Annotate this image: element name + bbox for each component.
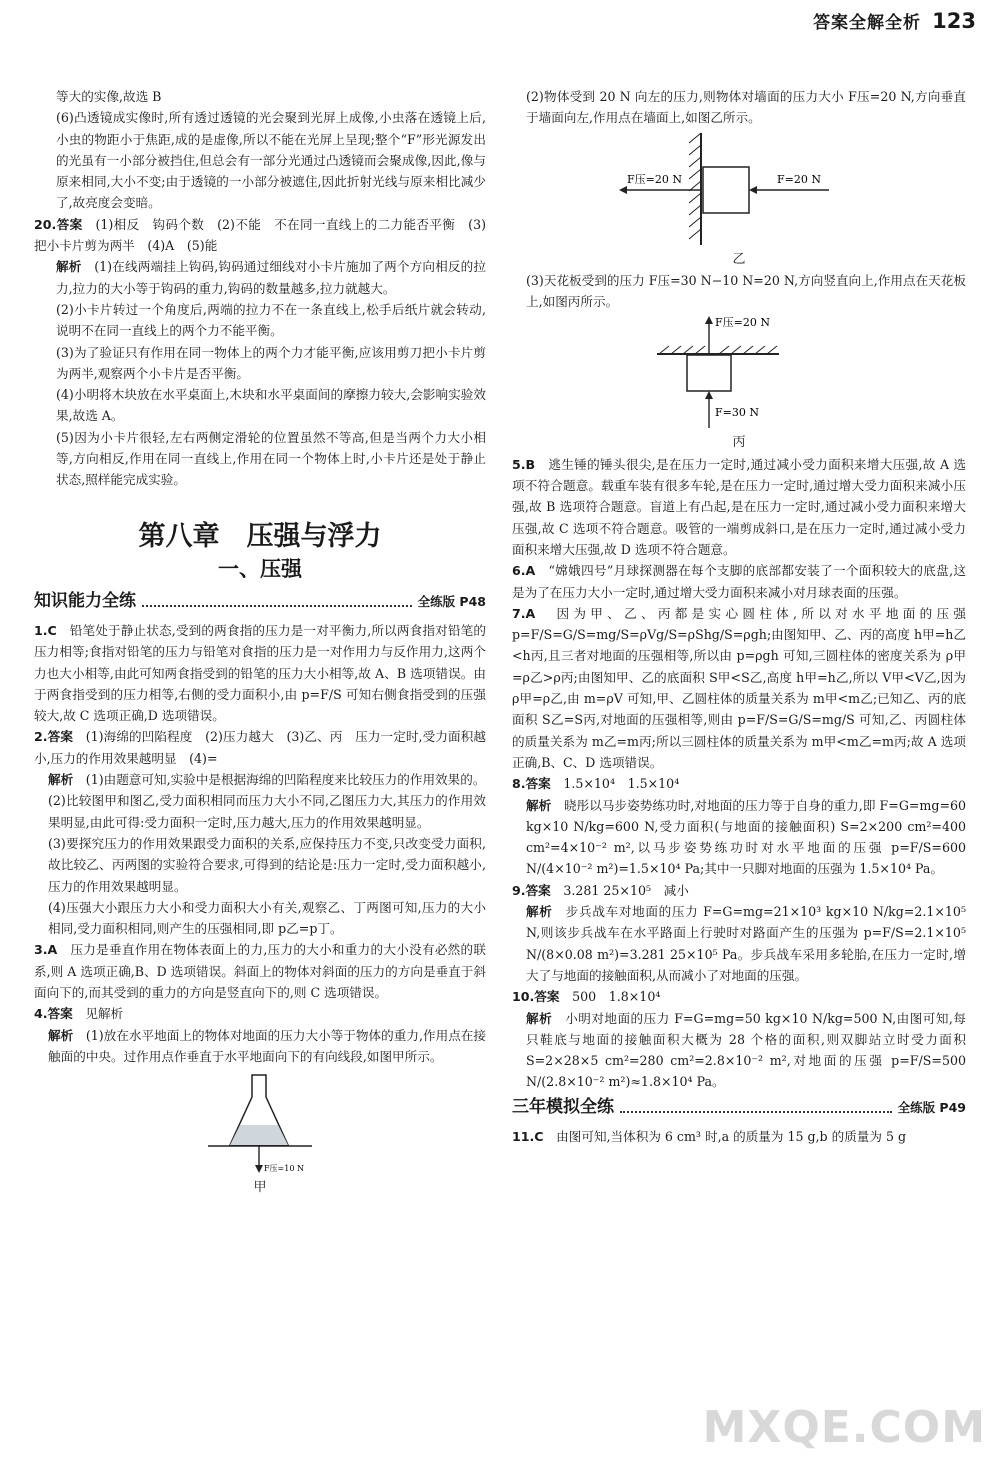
q10-number: 10.答案: [512, 989, 560, 1005]
q8-explain: [512, 795, 966, 880]
section-header-three-year: [512, 1097, 966, 1118]
q10-answer: [512, 986, 966, 1007]
q20-e1-text: (1)在线两端挂上钩码,钩码通过细线对小卡片施加了两个方向相反的拉力,拉力的大小等于钩码的重力,钩码的数量越多,拉力就越大。: [56, 259, 486, 296]
q10-text: 小明对地面的压力 F=G=mg=50 kg×10 N/kg=500 N,由图可知,每只鞋底与地面的接触面积大概为 28 个格的面积,则双脚站立时受力面积 S=2×28×5 cm²=280 cm²=2.8×10⁻² m²,对地面的压强 p=F/S=500 N/(2.8×10⁻² m²)≈1.8×10⁴ Pa。: [526, 1010, 967, 1090]
top-force-label: F压=20 N: [715, 316, 770, 330]
wall-hatch: [689, 133, 701, 239]
figure-jia-flask: [200, 1067, 320, 1177]
q4-explain-2: (2)物体受到 20 N 向左的压力,则物体对墙面的压力大小 F压=20 N,方向垂直于墙面向左,作用点在墙面上,如图乙所示。: [526, 89, 966, 126]
figure-label: 甲: [253, 1180, 267, 1196]
explain-tag: 解析: [48, 772, 74, 788]
section-header-knowledge: [34, 591, 486, 612]
q7-number: 7.A: [512, 605, 536, 621]
explain-tag: 解析: [526, 904, 553, 920]
q2-e1-text: (1)由题意可知,实验中是根据海绵的凹陷程度来比较压力的作用效果的。: [85, 772, 486, 788]
ceiling-hatch: [659, 346, 777, 354]
q2-answer-text: (1)海绵的凹陷程度 (2)压力越大 (3)乙、丙 压力一定时,受力面积越小,压力的作用效果越明显 (4)=: [34, 729, 486, 766]
right-force-label: F=20 N: [777, 172, 821, 186]
q3-text: 压力是垂直作用在物体表面上的力,压力的大小和重力的大小没有必然的联系,则 A 选项正确,B、D 选项错误。斜面上的物体对斜面的压力的方向是垂直于斜面向下的,而其受到的重力的方向是竖直向下的,则 C 选项错误。: [34, 942, 486, 1000]
section-title: 一、压强: [218, 556, 302, 581]
arrow-head: [749, 186, 757, 194]
q4-answer: [34, 1003, 486, 1024]
q8-number: 8.答案: [512, 776, 551, 792]
figure-bing-ceiling: [639, 312, 839, 432]
q20-explain-2: (2)小卡片转过一个角度后,两端的拉力不在一条直线上,松手后纸片就会转动,说明不在同一直线上的两个力不能平衡。: [56, 301, 486, 339]
arrow-head: [255, 1165, 263, 1173]
section-ref: 全练版 P48: [417, 593, 486, 609]
q20-explain-5: (5)因为小卡片很轻,左右两侧定滑轮的位置虽然不等高,但是当两个力大小相等,方向相反,作用在同一直线上,作用在同一个物体上时,小卡片还是处于静止状态,照样能完成实验。: [56, 429, 486, 488]
q9-number: 9.答案: [512, 882, 551, 898]
q20-explain-3: (3)为了验证只有作用在同一物体上的两个力才能平衡,应该用剪刀把小卡片剪为两半,观察两个小卡片是否平衡。: [56, 344, 486, 381]
arrow-head: [705, 316, 713, 324]
q8-text: 晓彤以马步姿势练功时,对地面的压力等于自身的重力,即 F=G=mg=60 kg×10 N/kg=600 N,受力面积(与地面的接触面积) S=2×200 cm²=400 cm²=4×10⁻² m²,以马步姿势练功时对水平地面的压强 p=F/S=600 N/(4×10⁻² m²)=1.5×10⁴ Pa;其中一只脚对地面的压强为 1.5×10⁴ Pa。: [526, 797, 967, 877]
q5: [512, 454, 966, 560]
q9-explain: [512, 901, 966, 986]
q1-number: 1.C: [34, 622, 57, 638]
page-number: 123: [932, 9, 976, 33]
figure-label: 丙: [732, 435, 746, 451]
q9-answer-text: 3.281 25×10⁵ 减小: [563, 882, 689, 898]
bottom-force-label: F=30 N: [715, 406, 759, 420]
q8-answer: [512, 773, 966, 794]
section-name: 三年模拟全练: [512, 1096, 614, 1117]
q6: [512, 560, 966, 603]
q6-number: 6.A: [512, 563, 536, 579]
q2-number: 2.答案: [34, 729, 74, 745]
explain-tag: 解析: [526, 797, 552, 813]
dotted-leader: [142, 605, 412, 607]
q6-text: “嫦娥四号”月球探测器在每个支脚的底部都安装了一个面积较大的底盘,这是为了在压力大小一定时,通过增大受力面积来减小对月球表面的压强。: [512, 563, 966, 600]
q5-text: 逃生锤的锤头很尖,是在压力一定时,通过减小受力面积来增大压强,故 A 选项不符合题意。载重车装有很多车轮,是在压力一定时,通过增大受力面积来减小压强,故 B 选项符合题意。盲道上有凸起,是在压力一定时,通过减小受力面积来增大压强,故 C 选项不符合题意。吸管的一端剪成斜口,是在压力一定时,通过减小受力面积来增大压强,故 D 选项不符合题意。: [512, 456, 966, 557]
block: [687, 355, 731, 391]
q1: [34, 620, 486, 726]
q5-number: 5.B: [512, 456, 536, 472]
flask-liquid: [230, 1125, 288, 1145]
watermark: MXQE.COM: [702, 1402, 986, 1453]
q11-text: 由图可知,当体积为 6 cm³ 时,a 的质量为 15 g,b 的质量为 5 g: [556, 1128, 907, 1144]
page-header: [813, 8, 976, 33]
left-column: [34, 86, 486, 1198]
q8-answer-text: 1.5×10⁴ 1.5×10⁴: [563, 776, 680, 792]
dotted-leader: [620, 1111, 892, 1113]
q11-number: 11.C: [512, 1128, 544, 1144]
q1-text: 铅笔处于静止状态,受到的两食指的压力是一对平衡力,所以两食指对铅笔的压力相等;食指对铅笔的压力与铅笔对食指的压力是一对作用力与反作用力,这两个力也大小相等,由此可知两食指受到的铅笔的压力大小相等,故 A、B 选项错误。由于两食指受到的压力相等,右侧的受力面积小,由 p=F/S 可知右侧食指受到的压强较大,故 C 选项正确,D 选项错误。: [34, 622, 486, 724]
q7-text: 因为甲、乙、丙都是实心圆柱体,所以对水平地面的压强 p=F/S=G/S=mg/S=ρVg/S=ρShg/S=ρgh;由图知甲、乙、丙的高度 h甲=h乙<h丙,且三者对地面的压强相等,所以由 p=ρgh 可知,三圆柱体的密度关系为 ρ甲=ρ乙>ρ丙;由图知甲、乙的底面积 S甲<S乙,高度 h甲=h乙,所以 V甲<V乙,因为 ρ甲=ρ乙,由 m=ρV 可知,甲、乙圆柱体的质量关系为 m甲<m乙;已知乙、丙的底面积 S乙=S丙,对地面的压强相等,则由 p=F/S=G/S=mg/S 可知,乙、丙圆柱体的质量关系为 m乙=m丙;所以三圆柱体的质量关系为 m甲<m乙=m丙;故 A 选项正确,B、C、D 选项错误。: [512, 605, 966, 770]
header-title: 答案全解全析: [813, 13, 922, 33]
q10-explain: [512, 1008, 966, 1093]
q3: [34, 939, 486, 1003]
explain-tag: 解析: [56, 259, 82, 275]
q11: [512, 1126, 966, 1147]
q4-e1-text: (1)放在水平地面上的物体对地面的压力大小等于物体的重力,作用点在接触面的中央。过作用点作垂直于水平地面向下的有向线段,如图甲所示。: [48, 1027, 487, 1064]
q9-answer: [512, 880, 966, 901]
right-column: [512, 86, 966, 1147]
q2-explain-2: (2)比较图甲和图乙,受力面积相同而压力大小不同,乙图压力大,其压力的作用效果明显,由此可得:受力面积一定时,压力越大,压力的作用效果越明显。: [48, 793, 486, 830]
q10-answer-text: 500 1.8×10⁴: [572, 989, 661, 1005]
figure-label: 乙: [732, 251, 746, 267]
section-ref: 全练版 P49: [897, 1099, 966, 1115]
q4-number: 4.答案: [34, 1006, 73, 1022]
arrow-head: [705, 391, 713, 399]
q4-answer-text: 见解析: [85, 1006, 124, 1022]
q2-explain-4: (4)压强大小跟压力大小和受力面积大小有关,观察乙、丁两图可知,压力的大小相同,受力面积相同,则产生的压强相同,即 p乙=p丁。: [48, 899, 486, 937]
q3-number: 3.A: [34, 942, 58, 958]
block: [703, 167, 749, 213]
q2-explain-1: [34, 769, 486, 790]
q20-number: 20.答案: [34, 216, 83, 232]
q20-answer-text: (1)相反 钩码个数 (2)不能 不在同一直线上的二力能否平衡 (3)把小卡片剪为两半 (4)A (5)能: [34, 216, 486, 254]
q2-explain-3: (3)要探究压力的作用效果跟受力面积的关系,应保持压力不变,只改变受力面积,故比较乙、丙两图的实验符合要求,可得到的结论是:压力一定时,受力面积越小,压力的作用效果越明显。: [48, 835, 486, 894]
q20-explain-4: (4)小明将木块放在水平桌面上,木块和水平桌面间的摩擦力较大,会影响实验效果,故选 A。: [56, 387, 486, 424]
section-name: 知识能力全练: [34, 590, 136, 611]
q4-explain-1: [34, 1025, 486, 1068]
chapter-title: 第八章 压强与浮力: [138, 520, 382, 552]
q2-answer: [34, 726, 486, 769]
arrow-head: [619, 186, 627, 194]
figure-yi-wall: [609, 129, 869, 249]
left-force-label: F压=20 N: [627, 172, 682, 186]
force-label: F压=10 N: [264, 1164, 304, 1174]
explain-tag: 解析: [526, 1010, 553, 1026]
q20-answer: [34, 214, 486, 257]
q4-explain-3: (3)天花板受到的压力 F压=30 N−10 N=20 N,方向竖直向上,作用点在天花板上,如图丙所示。: [526, 272, 966, 310]
explain-tag: 解析: [48, 1027, 74, 1043]
paragraph: (6)凸透镜成实像时,所有透过透镜的光会聚到光屏上成像,小虫落在透镜上后,小虫的物距小于焦距,成的是虚像,所以不能在光屏上呈现;整个“F”形光源发出的光虽有一小部分被挡住,但总会有一部分光通过凸透镜而会聚成像,因此,像与原来相同,大小不变;由于透镜的一小部分被遮住,因此折射光线与原来相比减少了,故亮度会变暗。: [56, 110, 486, 211]
paragraph: 等大的实像,故选 B: [56, 89, 162, 104]
q9-text: 步兵战车对地面的压力 F=G=mg=21×10³ kg×10 N/kg=2.1×10⁵ N,则该步兵战车在水平路面上行驶时对路面产生的压强为 p=F/S=2.1×10⁵ N/(8×0.08 m²)=3.281 25×10⁵ Pa。步兵战车采用多轮胎,在压力一定时,增大了与地面的接触面积,从而减小了对地面的压强。: [526, 904, 966, 983]
q20-explain-1: [34, 256, 486, 299]
q7: [512, 603, 966, 773]
